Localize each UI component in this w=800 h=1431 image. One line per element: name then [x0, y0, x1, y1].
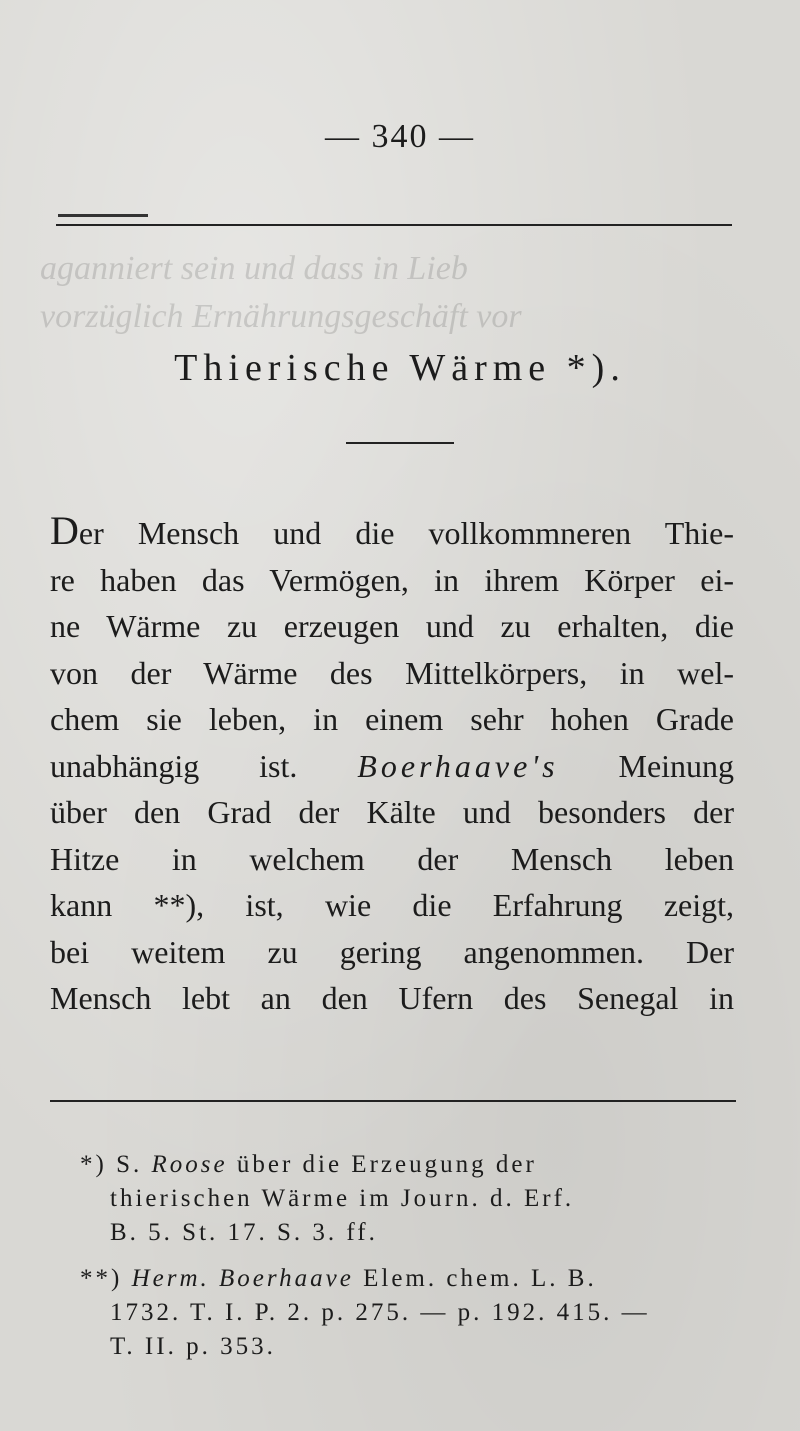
text-line: Hitze in welchem der Mensch leben — [50, 840, 734, 877]
section-title: Thierische Wärme *). — [174, 347, 626, 389]
text-fragment: unabhängig ist. — [50, 747, 298, 784]
text-fragment: er Mensch und die vollkommneren Thie- — [78, 515, 734, 551]
header-rule — [56, 224, 732, 226]
footnote-line: thierischen Wärme im Journ. d. Erf. — [110, 1185, 575, 1212]
text-line — [50, 743, 734, 790]
text-line: von der Wärme des Mittelkörpers, in wel- — [50, 654, 734, 691]
text-fragment: S. — [116, 1151, 143, 1178]
text-line: Mensch lebt an den Ufern des Senegal in — [50, 980, 734, 1016]
text-fragment: über die Erzeugung der — [236, 1151, 537, 1178]
body-paragraph — [50, 508, 734, 1022]
bleed-through-text: vorzüglich Ernährungsgeschäft vor — [40, 298, 522, 335]
text-fragment: Elem. chem. L. B. — [363, 1265, 597, 1292]
footnote-line: 1732. T. I. P. 2. p. 275. — p. 192. 415. — — [110, 1299, 650, 1326]
text-line: kann **), ist, wie die Erfahrung zeigt, — [50, 887, 734, 923]
text-line: bei weitem zu gering angenommen. Der — [50, 933, 734, 970]
footnote-line: T. II. p. 353. — [110, 1333, 276, 1360]
author-name: Herm. Boerhaave — [131, 1265, 354, 1292]
footnote-rule — [50, 1100, 736, 1102]
footnote-line — [80, 1148, 732, 1182]
footnote-1 — [80, 1148, 732, 1250]
title-divider — [346, 442, 454, 444]
page-number: — 340 — — [325, 118, 475, 155]
bleed-through-text: aganniert sein und dass in Lieb — [40, 250, 468, 287]
footnote-line: B. 5. St. 17. S. 3. ff. — [110, 1219, 378, 1246]
footnote-line — [80, 1262, 732, 1296]
text-line: re haben das Vermögen, in ihrem Körper ei- — [50, 561, 734, 598]
text-fragment: Meinung — [618, 747, 735, 784]
text-line: ne Wärme zu erzeugen und zu erhalten, die — [50, 608, 734, 644]
text-line — [50, 508, 734, 557]
text-line: chem sie leben, in einem sehr hohen Grade — [50, 701, 734, 737]
header-rule-accent — [58, 214, 148, 217]
initial-letter: D — [50, 508, 79, 553]
footnotes — [80, 1148, 732, 1376]
author-name: Roose — [151, 1151, 228, 1178]
footnote-marker: **) — [80, 1265, 123, 1292]
text-line: über den Grad der Kälte und besonders der — [50, 794, 734, 830]
footnote-2 — [80, 1262, 732, 1364]
author-name: Boerhaave's — [357, 747, 559, 784]
footnote-marker: *) — [80, 1151, 107, 1178]
